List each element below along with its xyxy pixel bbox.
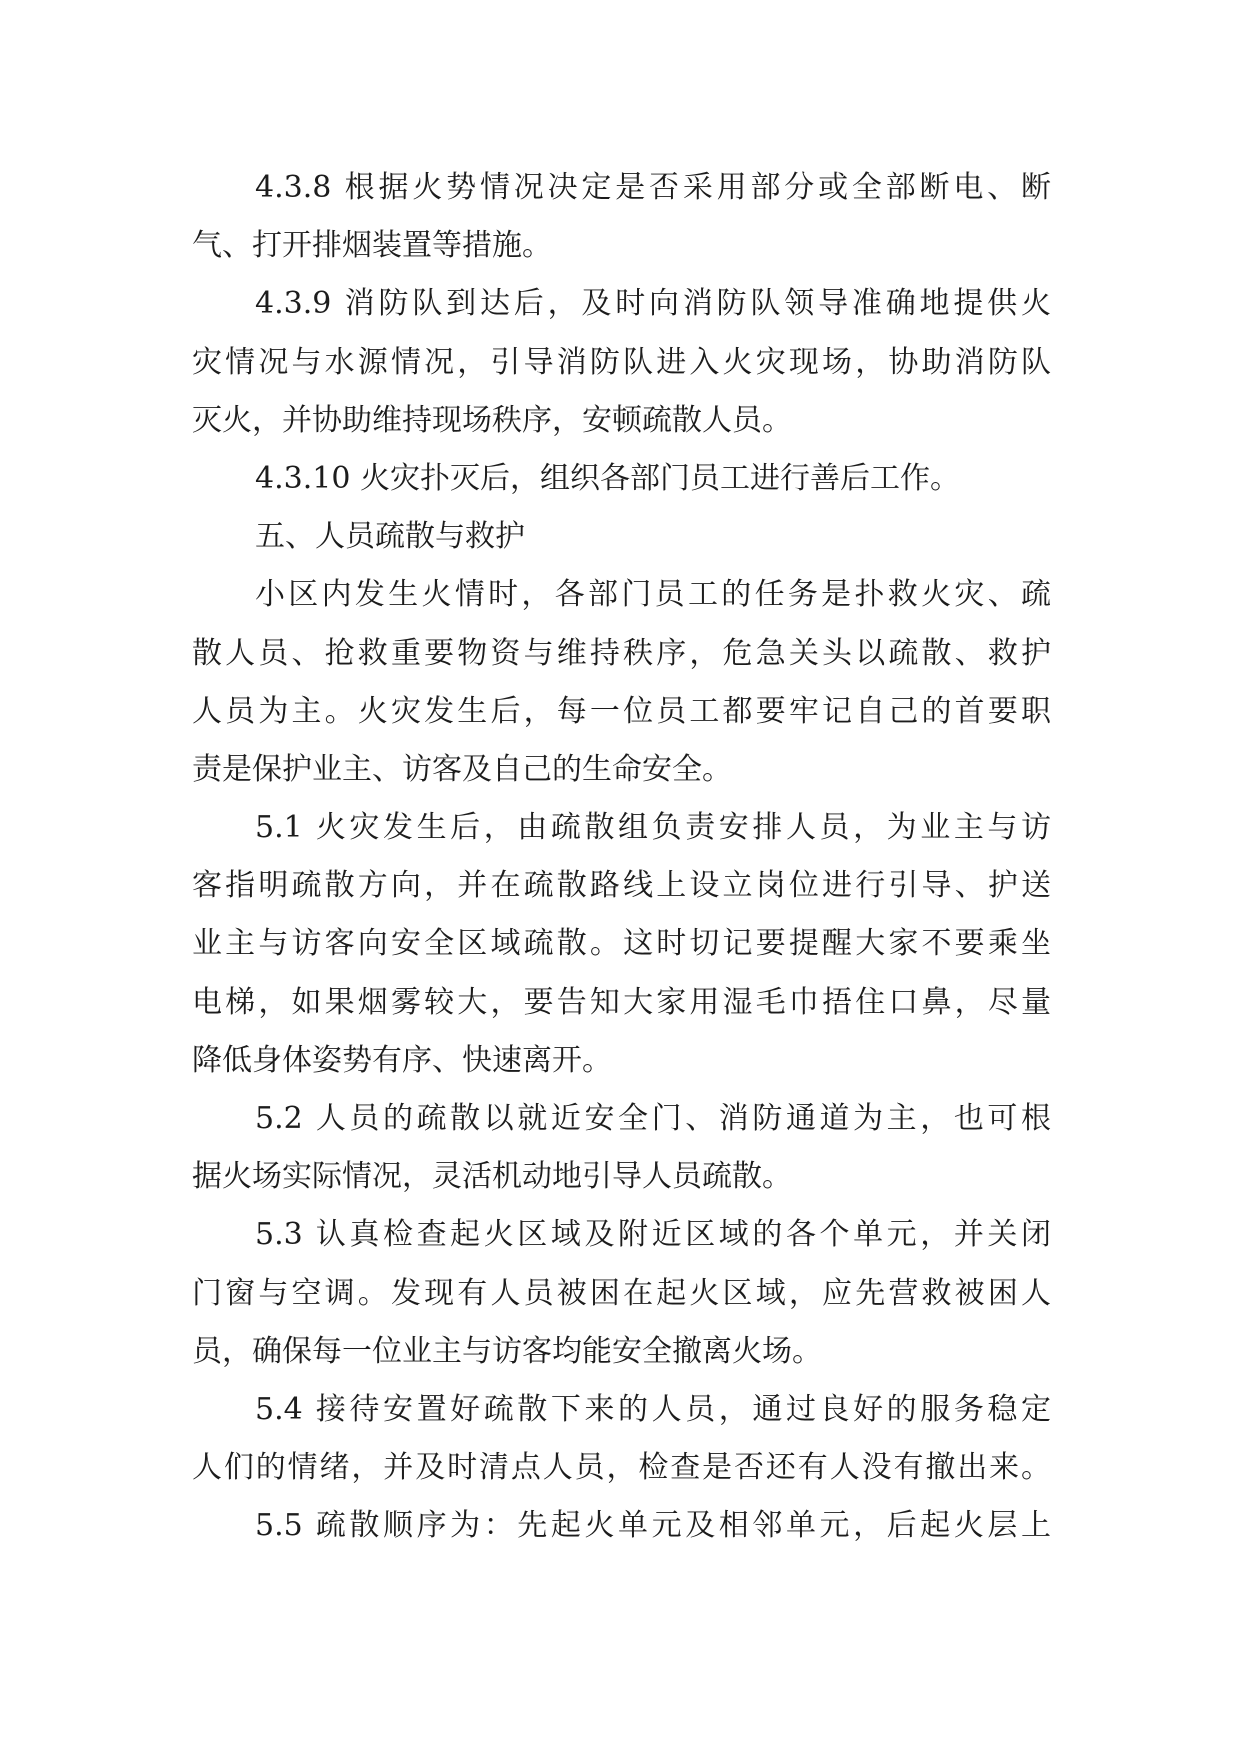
text-line: 4.3.9 消防队到达后，及时向消防队领导准确地提供火: [255, 286, 1051, 322]
text-line: 降低身体姿势有序、快速离开。: [192, 1042, 612, 1078]
text-line: 气、打开排烟装置等措施。: [192, 228, 552, 264]
text-line: 散人员、抢救重要物资与维持秩序，危急关头以疏散、救护: [192, 635, 1051, 671]
paragraph-5-4: [192, 1381, 1051, 1497]
text-line: 人员为主。火灾发生后，每一位员工都要牢记自己的首要职: [192, 693, 1051, 729]
text-line: 5.5 疏散顺序为：先起火单元及相邻单元，后起火层上: [255, 1508, 1051, 1544]
text-line: 责是保护业主、访客及自己的生命安全。: [192, 751, 732, 787]
section-heading: [192, 508, 1051, 566]
text-line: 5.2 人员的疏散以就近安全门、消防通道为主，也可根: [255, 1101, 1051, 1136]
paragraph-intro: [192, 566, 1051, 799]
text-line: 电梯，如果烟雾较大，要告知大家用湿毛巾捂住口鼻，尽量: [192, 984, 1051, 1020]
text-line: 灾情况与水源情况，引导消防队进入火灾现场，协助消防队: [192, 344, 1051, 380]
document-body: [192, 159, 1051, 1556]
paragraph-5-5: [192, 1497, 1051, 1555]
paragraph-4-3-10: [192, 450, 1051, 508]
paragraph-5-1: [192, 799, 1051, 1090]
text-line: 人们的情绪，并及时清点人员，检查是否还有人没有撤出来。: [192, 1450, 1051, 1486]
text-line: 员，确保每一位业主与访客均能安全撤离火场。: [192, 1333, 822, 1369]
paragraph-4-3-8: [192, 159, 1051, 275]
text-line: 门窗与空调。发现有人员被困在起火区域，应先营救被困人: [192, 1275, 1051, 1311]
text-line: 4.3.10 火灾扑灭后，组织各部门员工进行善后工作。: [255, 460, 960, 496]
paragraph-5-2: [192, 1090, 1051, 1206]
text-line: 4.3.8 根据火势情况决定是否采用部分或全部断电、断: [255, 170, 1051, 205]
text-line: 5.3 认真检查起火区域及附近区域的各个单元，并关闭: [255, 1217, 1051, 1253]
paragraph-4-3-9: [192, 275, 1051, 450]
text-line: 5.4 接待安置好疏散下来的人员，通过良好的服务稳定: [255, 1391, 1051, 1427]
paragraph-5-3: [192, 1206, 1051, 1381]
text-line: 5.1 火灾发生后，由疏散组负责安排人员，为业主与访: [255, 810, 1051, 846]
text-line: 客指明疏散方向，并在疏散路线上设立岗位进行引导、护送: [192, 868, 1051, 904]
text-line: 灭火，并协助维持现场秩序，安顿疏散人员。: [192, 402, 792, 438]
text-line: 业主与访客向安全区域疏散。这时切记要提醒大家不要乘坐: [192, 926, 1051, 962]
heading-line: 五、人员疏散与救护: [255, 519, 525, 555]
text-line: 据火场实际情况，灵活机动地引导人员疏散。: [192, 1159, 792, 1195]
text-line: 小区内发生火情时，各部门员工的任务是扑救火灾、疏: [255, 577, 1051, 613]
